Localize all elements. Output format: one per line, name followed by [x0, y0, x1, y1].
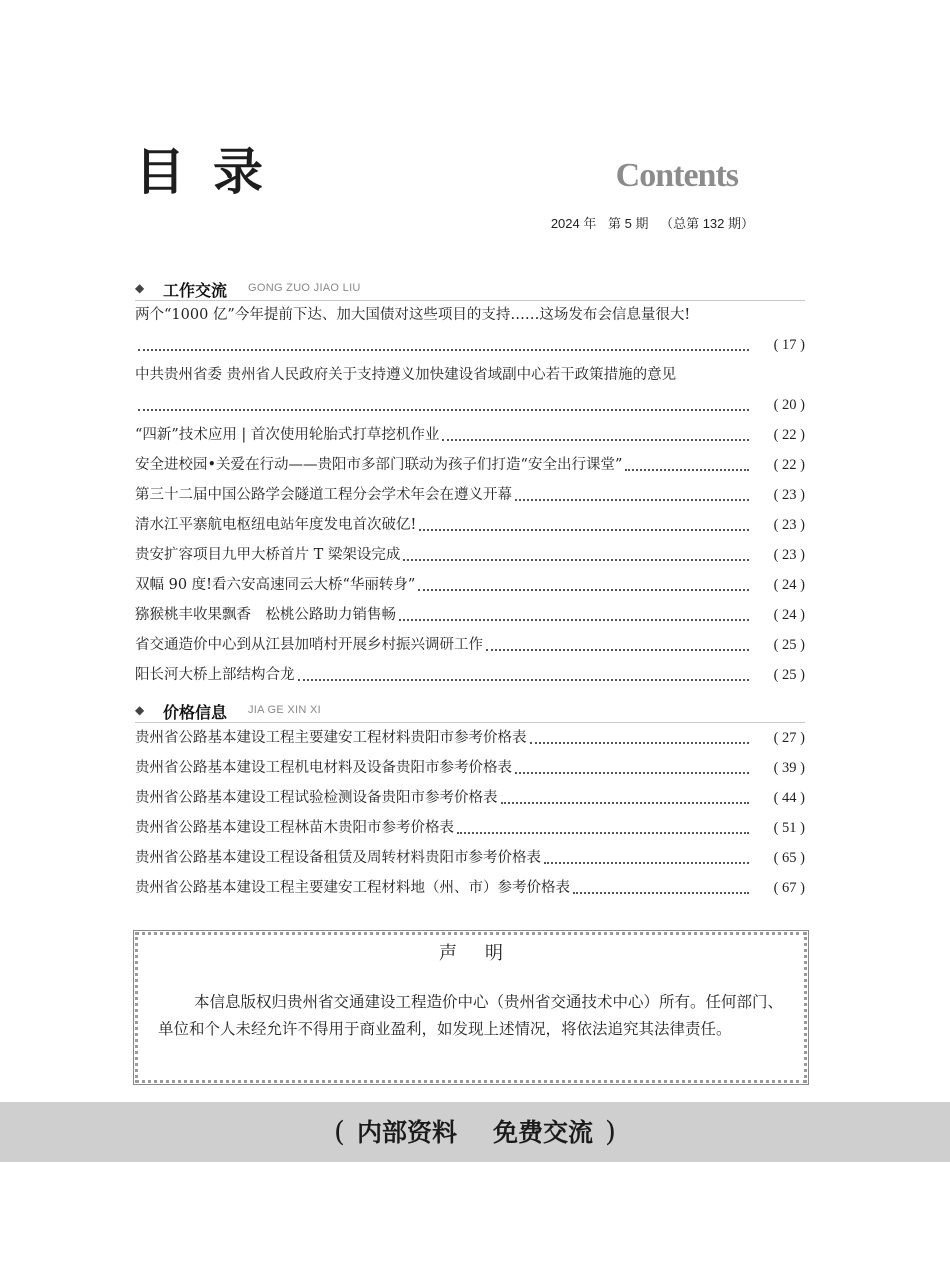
toc-list-work-exchange [135, 300, 805, 690]
toc-entry[interactable] [135, 420, 805, 450]
section-header-work-exchange [135, 278, 805, 301]
page-title-english: Contents [615, 157, 738, 194]
toc-entry-page: ( 27 ) [773, 730, 805, 746]
toc-entry[interactable] [135, 783, 805, 813]
toc-entry-title[interactable]: 贵州省公路基本建设工程林苗木贵阳市参考价格表 [135, 820, 454, 836]
issue-total: （总第 132 期） [660, 216, 754, 231]
banner-right: 免费交流 [493, 1118, 594, 1147]
toc-entry-title[interactable]: 贵州省公路基本建设工程主要建安工程材料地（州、市）参考价格表 [135, 880, 570, 896]
dot-leader [501, 802, 750, 804]
toc-entry-page: ( 24 ) [773, 607, 805, 623]
toc-entry[interactable] [135, 300, 805, 360]
dot-leader [457, 832, 749, 834]
toc-entry-title[interactable]: 两个“1000 亿”今年提前下达、加大国债对这些项目的支持……这场发布会信息量很大! [135, 307, 691, 323]
dot-leader [573, 892, 749, 894]
section-title: 工作交流 [163, 281, 228, 300]
toc-entry[interactable] [135, 630, 805, 660]
page-title: 目录 [135, 142, 291, 201]
dot-leader [419, 529, 749, 531]
toc-entry-page: ( 25 ) [773, 637, 805, 653]
toc-entry-page: ( 65 ) [773, 850, 805, 866]
toc-entry-page: ( 22 ) [773, 427, 805, 443]
toc-entry[interactable] [135, 510, 805, 540]
dot-leader [138, 409, 749, 411]
section-pinyin: GONG ZUO JIAO LIU [248, 282, 361, 294]
footer-banner [0, 1102, 950, 1162]
toc-entry-title[interactable]: 猕猴桃丰收果飘香 松桃公路助力销售畅 [135, 607, 396, 623]
toc-entry-title[interactable]: 双幅 90 度!看六安高速同云大桥“华丽转身” [135, 577, 416, 593]
toc-entry[interactable] [135, 570, 805, 600]
toc-entry-title[interactable]: 清水江平寨航电枢纽电站年度发电首次破亿! [135, 517, 417, 533]
diamond-icon: ◆ [135, 703, 145, 717]
toc-entry-page: ( 20 ) [773, 397, 805, 413]
toc-entry[interactable] [135, 723, 805, 753]
toc-entry-page: ( 23 ) [773, 517, 805, 533]
toc-entry-title[interactable]: 安全进校园•关爱在行动——贵阳市多部门联动为孩子们打造“安全出行课堂” [135, 457, 623, 473]
toc-entry-page: ( 39 ) [773, 760, 805, 776]
dot-leader [298, 679, 750, 681]
dot-leader [515, 499, 749, 501]
dot-leader [486, 649, 749, 651]
toc-entry-page: ( 23 ) [773, 487, 805, 503]
dot-leader [138, 349, 749, 351]
toc-entry[interactable] [135, 813, 805, 843]
toc-entry[interactable] [135, 753, 805, 783]
banner-left: 内部资料 [356, 1118, 457, 1147]
section-title: 价格信息 [163, 703, 228, 722]
toc-entry-title[interactable]: 阳长河大桥上部结构合龙 [135, 667, 295, 683]
issue-info [543, 213, 754, 232]
toc-list-price-info [135, 723, 805, 903]
toc-entry[interactable] [135, 360, 805, 420]
copyright-notice [133, 930, 809, 1085]
toc-entry-title[interactable]: “四新”技术应用 | 首次使用轮胎式打草挖机作业 [135, 427, 440, 443]
issue-year: 2024 年 [550, 216, 597, 231]
banner-open-paren: ( [334, 1115, 345, 1148]
section-pinyin: JIA GE XIN XI [248, 704, 321, 716]
dot-leader [530, 742, 750, 744]
toc-entry-page: ( 51 ) [773, 820, 805, 836]
toc-entry-title[interactable]: 贵州省公路基本建设工程主要建安工程材料贵阳市参考价格表 [135, 730, 527, 746]
toc-entry-page: ( 24 ) [773, 577, 805, 593]
toc-entry[interactable] [135, 843, 805, 873]
toc-entry[interactable] [135, 873, 805, 903]
dot-leader [442, 439, 749, 441]
toc-entry[interactable] [135, 600, 805, 630]
dot-leader [515, 772, 749, 774]
toc-entry-title[interactable]: 贵州省公路基本建设工程试验检测设备贵阳市参考价格表 [135, 790, 498, 806]
toc-entry[interactable] [135, 540, 805, 570]
toc-entry-title[interactable]: 第三十二届中国公路学会隧道工程分会学术年会在遵义开幕 [135, 487, 512, 503]
toc-entry-page: ( 44 ) [773, 790, 805, 806]
toc-entry-page: ( 25 ) [773, 667, 805, 683]
toc-entry-title[interactable]: 贵州省公路基本建设工程机电材料及设备贵阳市参考价格表 [135, 760, 512, 776]
dot-leader [399, 619, 749, 621]
dot-leader [403, 559, 749, 561]
toc-entry[interactable] [135, 480, 805, 510]
banner-text [0, 1102, 950, 1163]
toc-entry-title[interactable]: 贵州省公路基本建设工程设备租赁及周转材料贵阳市参考价格表 [135, 850, 541, 866]
notice-body: 本信息版权归贵州省交通建设工程造价中心（贵州省交通技术中心）所有。任何部门、单位和个人未经允许不得用于商业盈利，如发现上述情况，将依法追究其法律责任。 [158, 993, 784, 1038]
toc-entry[interactable] [135, 660, 805, 690]
dot-leader [418, 589, 749, 591]
issue-number: 第 5 期 [607, 216, 649, 231]
toc-entry-title[interactable]: 中共贵州省委 贵州省人民政府关于支持遵义加快建设省域副中心若干政策措施的意见 [135, 367, 677, 383]
dot-leader [625, 469, 749, 471]
banner-close-paren: ) [605, 1115, 616, 1148]
toc-entry-page: ( 17 ) [773, 337, 805, 353]
toc-entry-title[interactable]: 省交通造价中心到从江县加哨村开展乡村振兴调研工作 [135, 637, 483, 653]
diamond-icon: ◆ [135, 281, 145, 295]
toc-entry-page: ( 67 ) [773, 880, 805, 896]
toc-entry[interactable] [135, 450, 805, 480]
toc-entry-title[interactable]: 贵安扩容项目九甲大桥首片 T 梁架设完成 [135, 547, 401, 563]
section-header-price-info [135, 700, 805, 723]
dot-leader [544, 862, 749, 864]
notice-title: 声明 [439, 943, 531, 964]
toc-entry-page: ( 23 ) [773, 547, 805, 563]
toc-entry-page: ( 22 ) [773, 457, 805, 473]
